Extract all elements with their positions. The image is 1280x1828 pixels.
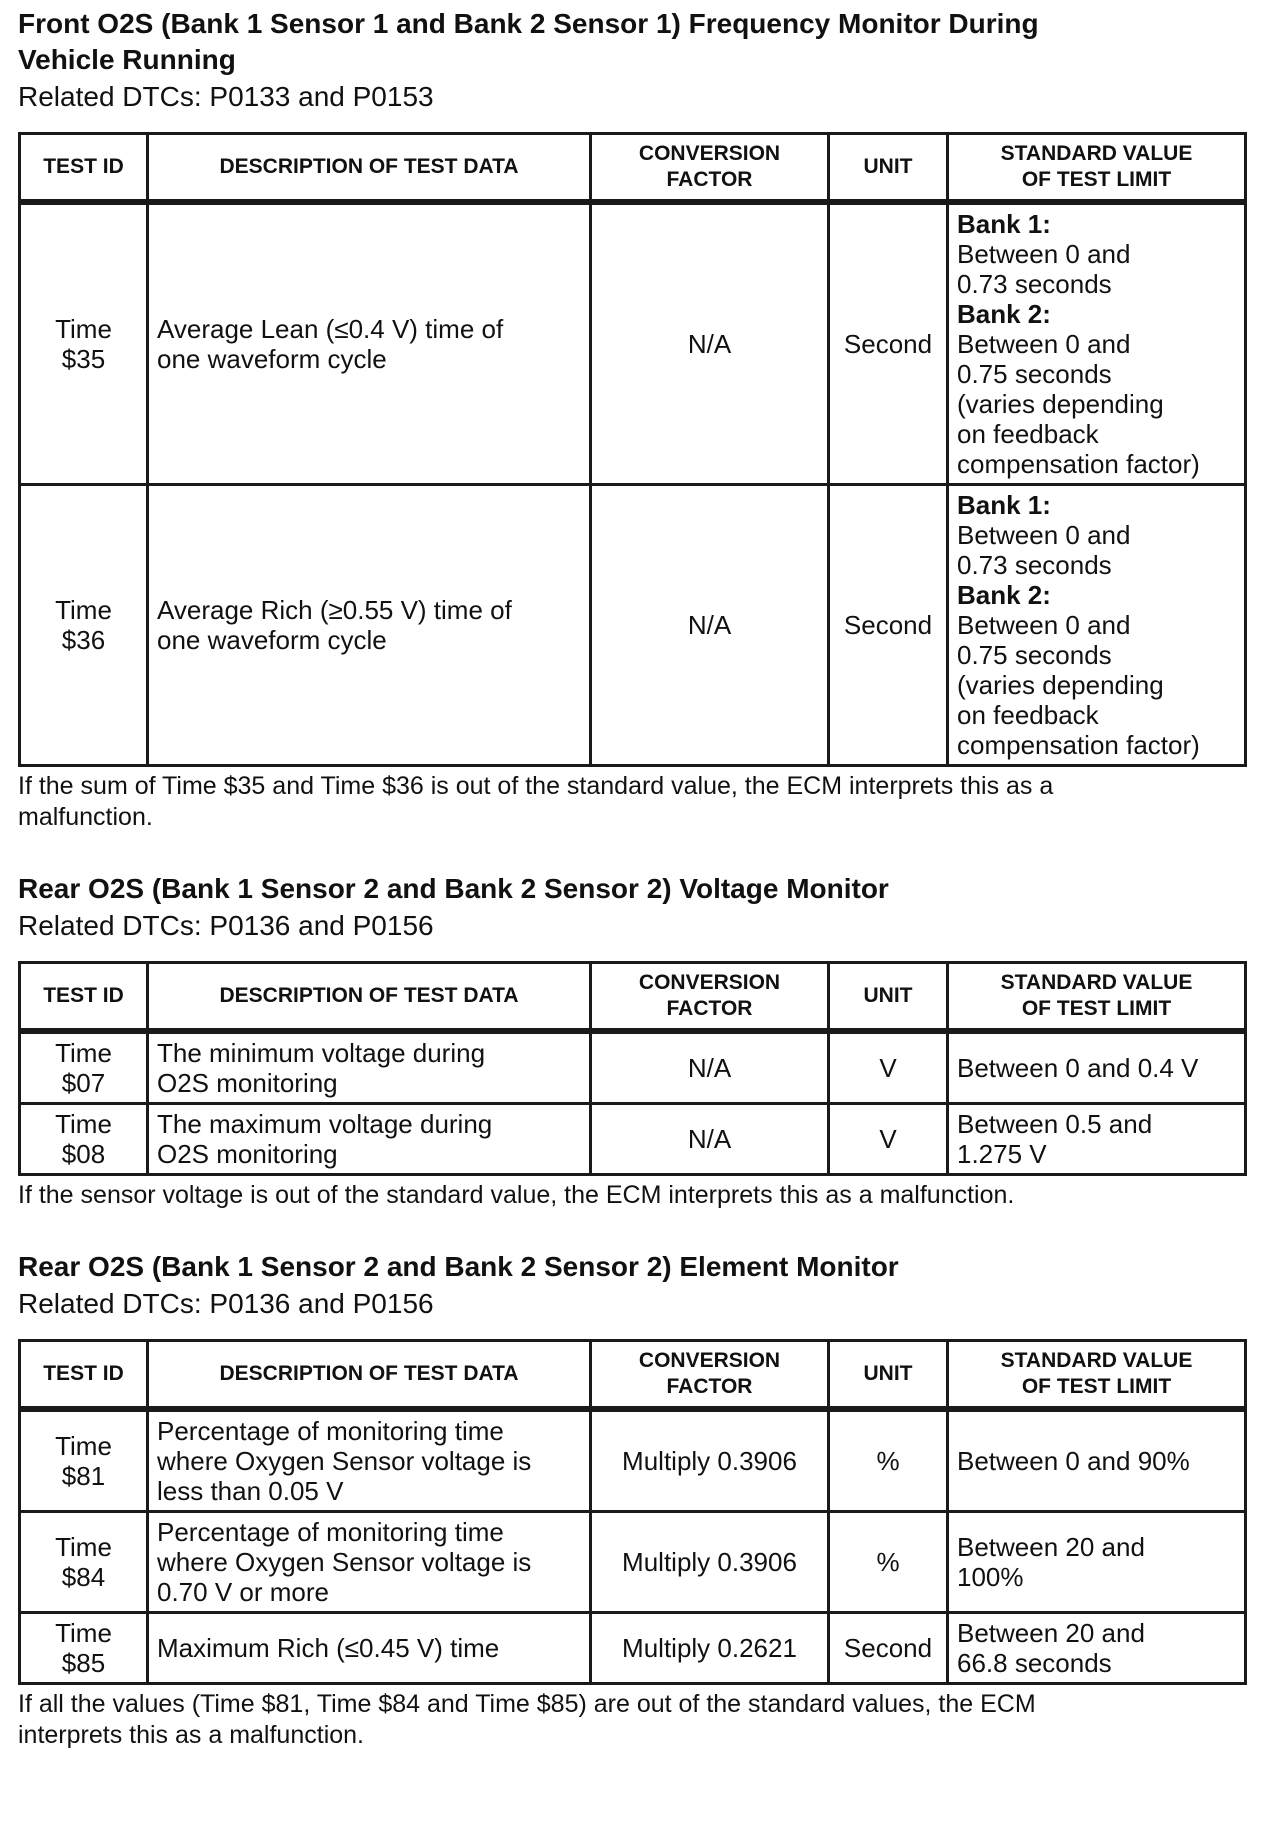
description-cell: Percentage of monitoring time where Oxygen Sensor voltage is less than 0.05 V <box>148 1409 591 1512</box>
section-title: Rear O2S (Bank 1 Sensor 2 and Bank 2 Sensor 2) Voltage Monitor <box>18 873 889 904</box>
header-unit: UNIT <box>829 134 948 203</box>
conversion-cell: N/A <box>591 485 829 766</box>
unit-cell: Second <box>829 1613 948 1684</box>
table-row <box>20 1409 1246 1512</box>
section-title: Rear O2S (Bank 1 Sensor 2 and Bank 2 Sensor 2) Element Monitor <box>18 1251 899 1282</box>
header-standard: STANDARD VALUE OF TEST LIMIT <box>948 963 1246 1032</box>
test-id-cell: Time $84 <box>20 1512 148 1613</box>
unit-cell: % <box>829 1409 948 1512</box>
test-id-cell: Time $07 <box>20 1031 148 1104</box>
header-conversion: CONVERSION FACTOR <box>591 963 829 1032</box>
standard-cell: Bank 1: Between 0 and 0.73 seconds Bank 2: Between 0 and 0.75 seconds (varies depending on feedback compensation factor) <box>948 485 1246 766</box>
standard-cell: Between 0 and 0.4 V <box>948 1031 1246 1104</box>
unit-cell: Second <box>829 202 948 485</box>
table-header-row <box>20 1341 1246 1410</box>
related-dtcs: Related DTCs: P0136 and P0156 <box>18 910 434 941</box>
table-row <box>20 1613 1246 1684</box>
related-dtcs: Related DTCs: P0133 and P0153 <box>18 81 434 112</box>
section-note: If the sum of Time $35 and Time $36 is out of the standard value, the ECM interprets this as a malfunction. <box>18 772 1054 831</box>
description-cell: The minimum voltage during O2S monitoring <box>148 1031 591 1104</box>
unit-cell: V <box>829 1104 948 1175</box>
description-cell: The maximum voltage during O2S monitoring <box>148 1104 591 1175</box>
standard-cell: Between 0.5 and 1.275 V <box>948 1104 1246 1175</box>
conversion-cell: Multiply 0.2621 <box>591 1613 829 1684</box>
spec-table <box>18 132 1247 767</box>
test-id-cell: Time $35 <box>20 202 148 485</box>
section-rear-o2s-voltage <box>18 871 1262 1211</box>
header-unit: UNIT <box>829 1341 948 1410</box>
conversion-cell: N/A <box>591 202 829 485</box>
test-id-cell: Time $85 <box>20 1613 148 1684</box>
table-row <box>20 1512 1246 1613</box>
header-description: DESCRIPTION OF TEST DATA <box>148 963 591 1032</box>
test-id-cell: Time $36 <box>20 485 148 766</box>
section-front-o2s-frequency <box>18 6 1262 833</box>
standard-cell: Bank 1: Between 0 and 0.73 seconds Bank 2: Between 0 and 0.75 seconds (varies depending on feedback compensation factor) <box>948 202 1246 485</box>
header-test-id: TEST ID <box>20 1341 148 1410</box>
test-id-cell: Time $08 <box>20 1104 148 1175</box>
unit-cell: % <box>829 1512 948 1613</box>
section-note: If the sensor voltage is out of the standard value, the ECM interprets this as a malfunction. <box>18 1181 1015 1209</box>
header-test-id: TEST ID <box>20 963 148 1032</box>
section-note: If all the values (Time $81, Time $84 and Time $85) are out of the standard values, the ECM interprets this as a malfunction. <box>18 1690 1036 1749</box>
description-cell: Percentage of monitoring time where Oxygen Sensor voltage is 0.70 V or more <box>148 1512 591 1613</box>
conversion-cell: N/A <box>591 1031 829 1104</box>
table-header-row <box>20 134 1246 203</box>
table-row <box>20 1031 1246 1104</box>
description-cell: Maximum Rich (≤0.45 V) time <box>148 1613 591 1684</box>
standard-cell: Between 20 and 100% <box>948 1512 1246 1613</box>
section-rear-o2s-element <box>18 1249 1262 1751</box>
header-description: DESCRIPTION OF TEST DATA <box>148 134 591 203</box>
related-dtcs: Related DTCs: P0136 and P0156 <box>18 1288 434 1319</box>
header-standard: STANDARD VALUE OF TEST LIMIT <box>948 1341 1246 1410</box>
header-conversion: CONVERSION FACTOR <box>591 1341 829 1410</box>
standard-cell: Between 0 and 90% <box>948 1409 1246 1512</box>
conversion-cell: Multiply 0.3906 <box>591 1409 829 1512</box>
table-row <box>20 1104 1246 1175</box>
conversion-cell: N/A <box>591 1104 829 1175</box>
description-cell: Average Lean (≤0.4 V) time of one waveform cycle <box>148 202 591 485</box>
conversion-cell: Multiply 0.3906 <box>591 1512 829 1613</box>
standard-cell: Between 20 and 66.8 seconds <box>948 1613 1246 1684</box>
table-row <box>20 485 1246 766</box>
spec-table <box>18 1339 1247 1685</box>
unit-cell: Second <box>829 485 948 766</box>
unit-cell: V <box>829 1031 948 1104</box>
header-description: DESCRIPTION OF TEST DATA <box>148 1341 591 1410</box>
description-cell: Average Rich (≥0.55 V) time of one waveform cycle <box>148 485 591 766</box>
spec-table <box>18 961 1247 1176</box>
header-standard: STANDARD VALUE OF TEST LIMIT <box>948 134 1246 203</box>
table-header-row <box>20 963 1246 1032</box>
header-unit: UNIT <box>829 963 948 1032</box>
table-row <box>20 202 1246 485</box>
header-conversion: CONVERSION FACTOR <box>591 134 829 203</box>
header-test-id: TEST ID <box>20 134 148 203</box>
section-title: Front O2S (Bank 1 Sensor 1 and Bank 2 Sensor 1) Frequency Monitor During Vehicle Running <box>18 8 1039 75</box>
test-id-cell: Time $81 <box>20 1409 148 1512</box>
